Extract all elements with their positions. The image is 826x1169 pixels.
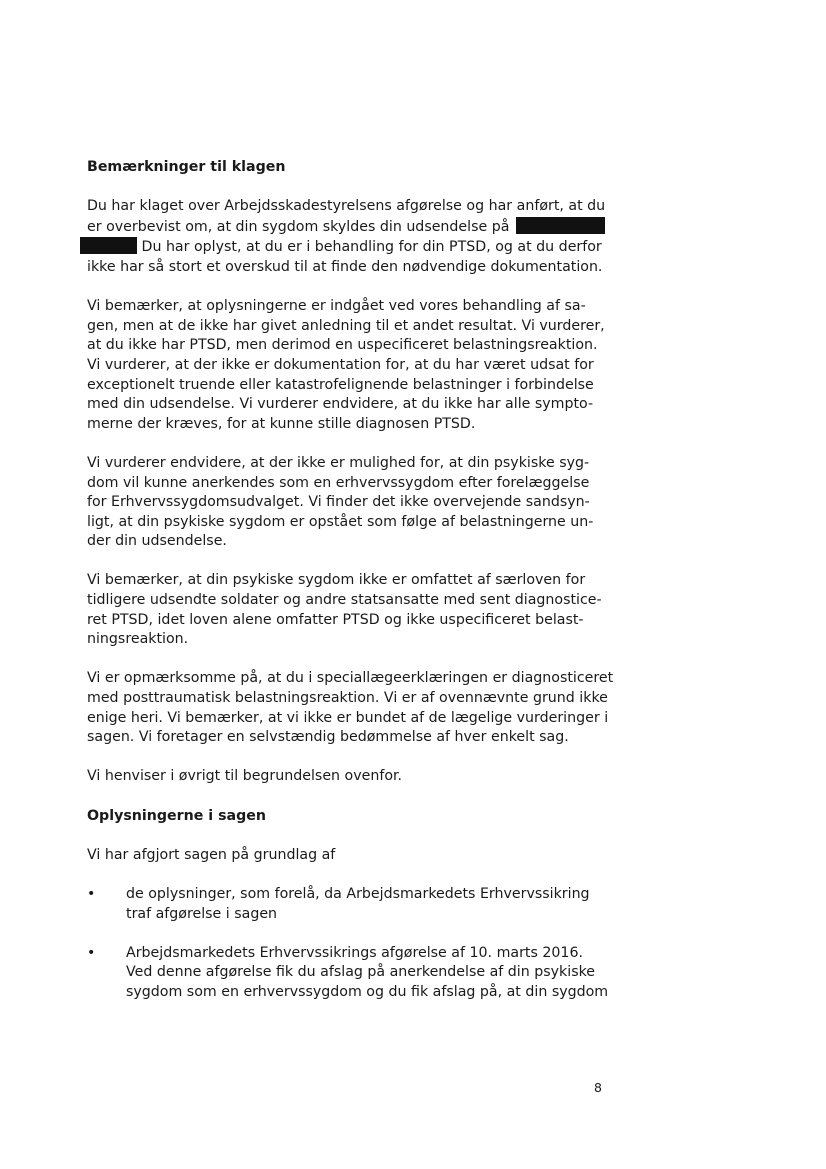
text-line: Vi vurderer endvidere, at der ikke er mulighed for, at din psykiske syg- xyxy=(87,454,590,471)
section-heading-remarks: Bemærkninger til klagen xyxy=(87,159,286,175)
section-heading-case-information: Oplysningerne i sagen xyxy=(87,807,266,824)
text-line: exceptionelt truende eller katastrofelignende belastninger i forbindelse xyxy=(87,376,594,393)
text-line: ligt, at din psykiske sygdom er opstået som følge af belastningerne un- xyxy=(87,513,594,530)
text-line: for Erhvervssygdomsudvalget. Vi finder det ikke overvejende sandsyn- xyxy=(87,494,590,511)
list-item xyxy=(87,885,607,924)
text-line: traf afgørelse i sagen xyxy=(126,905,278,922)
paragraph-reference: Vi henviser i øvrigt til begrundelsen ovenfor. xyxy=(87,768,403,785)
text-line: sygdom som en erhvervssygdom og du fik afslag på, at din sygdom xyxy=(126,983,609,1000)
text-line: Du har klaget over Arbejdsskadestyrelsens afgørelse og har anført, at du xyxy=(87,198,606,215)
document-body xyxy=(87,158,614,1022)
text-line: sagen. Vi foretager en selvstændig bedømmelse af hver enkelt sag. xyxy=(87,729,569,746)
text-line: Du har oplyst, at du er i behandling for din PTSD, og at du derfor xyxy=(141,239,602,256)
basis-list xyxy=(87,885,607,1003)
text-line: Arbejdsmarkedets Erhvervssikrings afgørelse af 10. marts 2016. xyxy=(126,944,583,961)
text-line: at du ikke har PTSD, men derimod en uspecificeret belastningsreaktion. xyxy=(87,337,598,354)
text-line: Ved denne afgørelse fik du afslag på anerkendelse af din psykiske xyxy=(126,964,596,981)
text-line: gen, men at de ikke har givet anledning til et andet resultat. Vi vurderer, xyxy=(87,317,605,334)
bullet-icon: • xyxy=(87,944,96,961)
text-line: med posttraumatisk belastningsreaktion. Vi er af ovennævnte grund ikke xyxy=(87,690,608,707)
redaction-bar xyxy=(516,217,605,234)
bullet-icon: • xyxy=(87,885,96,902)
text-line: de oplysninger, som forelå, da Arbejdsmarkedets Erhvervssikring xyxy=(126,885,590,902)
paragraph-occupational-disease xyxy=(87,454,607,552)
text-line: merne der kræves, for at kunne stille diagnosen PTSD. xyxy=(87,415,476,432)
text-line: der din udsendelse. xyxy=(87,533,227,550)
text-line: Vi bemærker, at oplysningerne er indgået ved vores behandling af sa- xyxy=(87,298,586,315)
paragraph-specialist-statement xyxy=(87,669,614,747)
page-number: 8 xyxy=(594,1080,602,1095)
paragraph-special-law xyxy=(87,571,607,649)
text-line: med din udsendelse. Vi vurderer endvidere, at du ikke har alle sympto- xyxy=(87,396,594,413)
text-line: er overbevist om, at din sygdom skyldes din udsendelse på xyxy=(87,218,510,235)
text-line: dom vil kunne anerkendes som en erhvervssygdom efter forelæggelse xyxy=(87,474,590,491)
text-line: Vi bemærker, at din psykiske sygdom ikke er omfattet af særloven for xyxy=(87,572,586,589)
paragraph-assessment xyxy=(87,297,607,434)
text-line: ret PTSD, idet loven alene omfatter PTSD og ikke uspecificeret belast- xyxy=(87,611,584,628)
text-line: tidligere udsendte soldater og andre statsansatte med sent diagnostice- xyxy=(87,592,602,609)
text-line: ningsreaktion. xyxy=(87,631,189,648)
list-item xyxy=(87,944,607,1003)
paragraph-complaint xyxy=(87,197,607,277)
text-line: Vi er opmærksomme på, at du i speciallægeerklæringen er diagnosticeret xyxy=(87,670,614,687)
text-line: enige heri. Vi bemærker, at vi ikke er bundet af de lægelige vurderinger i xyxy=(87,709,609,726)
redaction-bar xyxy=(80,237,137,254)
paragraph-basis: Vi har afgjort sagen på grundlag af xyxy=(87,846,336,863)
text-line: ikke har så stort et overskud til at finde den nødvendige dokumentation. xyxy=(87,258,603,275)
text-line: Vi vurderer, at der ikke er dokumentation for, at du har været udsat for xyxy=(87,356,594,373)
